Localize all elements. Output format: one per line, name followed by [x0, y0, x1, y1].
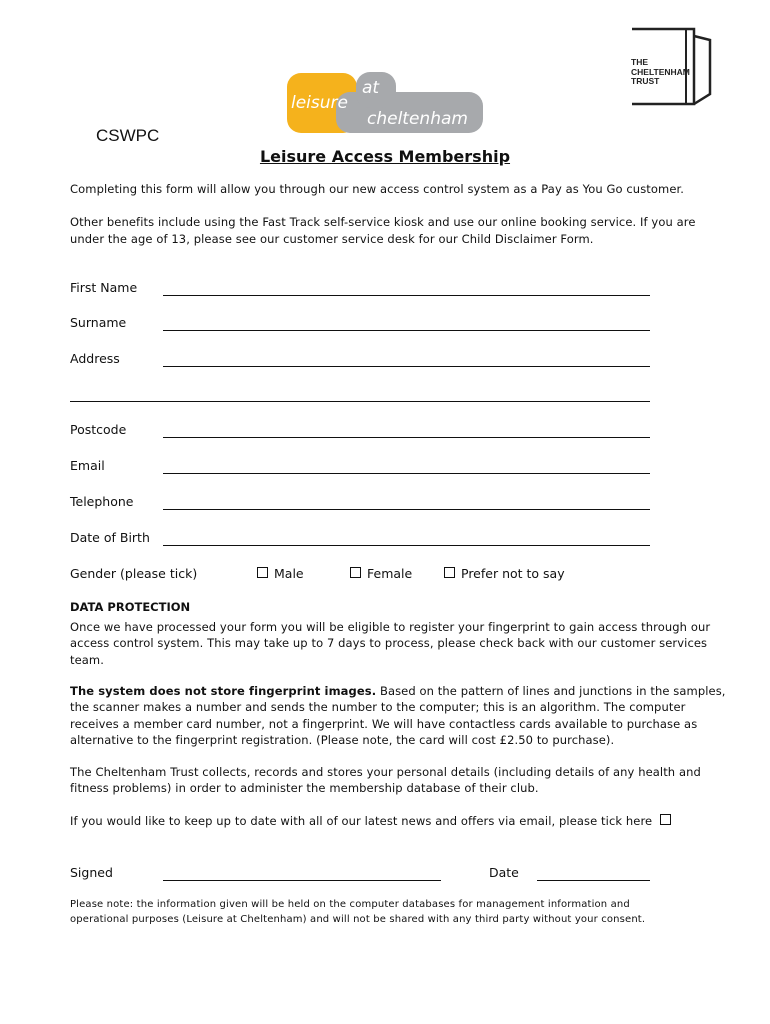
newsletter-checkbox-icon[interactable] [660, 814, 671, 825]
signature-field[interactable] [163, 880, 441, 881]
gender-option-male[interactable] [257, 566, 304, 581]
gender-option-prefer-not[interactable] [444, 566, 565, 581]
trust-logo-text [631, 58, 690, 87]
gender-label: Gender (please tick) [70, 566, 198, 581]
dp-p2-bold: The system does not store fingerprint images. [70, 684, 377, 698]
page-title: Leisure Access Membership [259, 147, 511, 166]
dp-p2-line-2: the scanner makes a number and sends the number to the computer; this is an algorithm. The computer [70, 700, 686, 714]
dp-p2-line-1 [70, 683, 726, 700]
footer-line-1: Please note: the information given will be held on the computer databases for management information and [70, 899, 630, 910]
form-code: CSWPC [96, 126, 160, 145]
dob-label: Date of Birth [70, 530, 150, 545]
checkbox-icon[interactable] [350, 567, 361, 578]
intro-paragraph-1: Completing this form will allow you through our new access control system as a Pay as You Go customer. [70, 182, 685, 196]
gender-prefer-not-label: Prefer not to say [461, 566, 565, 581]
signed-label: Signed [70, 865, 113, 880]
trust-line-1: THE [631, 57, 648, 67]
first-name-label: First Name [70, 280, 138, 295]
newsletter-optin-text: If you would like to keep up to date with all of our latest news and offers via email, please tick here [70, 814, 653, 828]
email-label: Email [70, 458, 105, 473]
footer-note [70, 897, 645, 927]
telephone-label: Telephone [70, 494, 134, 509]
date-field[interactable] [537, 880, 650, 881]
dp-p3-line-2: fitness problems) in order to administer the membership database of their club. [70, 781, 539, 795]
logo-cheltenham-text: cheltenham [367, 109, 468, 129]
logo-leisure-text: leisure [291, 93, 348, 113]
intro-paragraph-2-line-1: Other benefits include using the Fast Track self-service kiosk and use our online booking service. If you are [70, 215, 696, 229]
dp-p1-line-3: team. [70, 653, 104, 667]
trust-line-3: TRUST [631, 76, 660, 86]
dob-field[interactable] [163, 545, 650, 546]
checkbox-icon[interactable] [444, 567, 455, 578]
footer-line-2: operational purposes (Leisure at Cheltenham) and will not be shared with any third party without your consent. [70, 914, 646, 925]
telephone-field[interactable] [163, 509, 650, 510]
surname-label: Surname [70, 315, 127, 330]
address-label: Address [70, 351, 120, 366]
dp-p2-line-3: receives a member card number, not a fingerprint. We will have contactless cards available to purchase as [70, 717, 698, 731]
surname-field[interactable] [163, 330, 650, 331]
gender-option-female[interactable] [350, 566, 412, 581]
intro-paragraph-2-line-2: under the age of 13, please see our customer service desk for our Child Disclaimer Form. [70, 232, 594, 246]
email-field[interactable] [163, 473, 650, 474]
data-protection-heading: DATA PROTECTION [70, 600, 191, 614]
postcode-field[interactable] [163, 437, 650, 438]
gender-male-label: Male [274, 566, 304, 581]
dp-p1-line-1: Once we have processed your form you will be eligible to register your fingerprint to gain access through our [70, 620, 711, 634]
gender-female-label: Female [367, 566, 413, 581]
address-field-line-2[interactable] [70, 401, 650, 402]
date-label: Date [489, 865, 519, 880]
dp-p1-line-2: access control system. This may take up to 7 days to process, please check back with our customer services [70, 636, 708, 650]
address-field-line-1[interactable] [163, 366, 650, 367]
checkbox-icon[interactable] [257, 567, 268, 578]
dp-p3-line-1: The Cheltenham Trust collects, records and stores your personal details (including details of any health and [70, 765, 701, 779]
dp-p2-line-4: alternative to the fingerprint registration. (Please note, the card will cost £2.50 to purchase). [70, 733, 615, 747]
postcode-label: Postcode [70, 422, 127, 437]
newsletter-optin [70, 813, 677, 830]
logo-at-text: at [362, 78, 380, 98]
dp-p2-line-1-rest: Based on the pattern of lines and junctions in the samples, [376, 684, 726, 698]
first-name-field[interactable] [163, 295, 650, 296]
trust-line-2: CHELTENHAM [631, 66, 690, 77]
